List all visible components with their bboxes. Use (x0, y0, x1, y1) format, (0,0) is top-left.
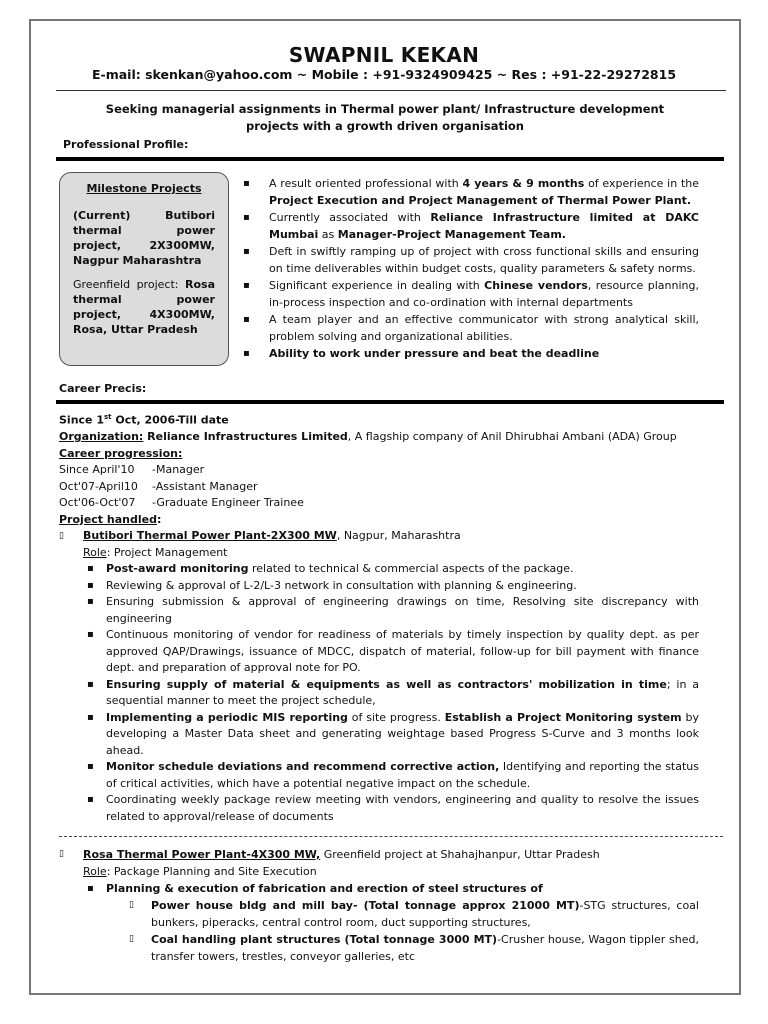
duty-item: ▪ Post-award monitoring related to technical & commercial aspects of the package. (59, 561, 699, 578)
milestone-title: Milestone Projects (86, 182, 202, 195)
employment-period: Since 1st Oct, 2006-Till date (59, 413, 229, 427)
milestone-greenfield: Greenfield project: Rosa thermal power project, 4X300MW, Rosa, Uttar Pradesh (73, 278, 215, 336)
progression-row: Oct'06-Oct'07 -Graduate Engineer Trainee (59, 496, 304, 510)
duty-item: ▪ Planning & execution of fabrication and erection of steel structures of (59, 880, 699, 897)
career-progression-label: Career progression: (59, 446, 183, 460)
header-divider (56, 90, 726, 91)
profile-item: ▪ Currently associated with Reliance Infrastructure limited at DAKC Mumbai as Manager-Project Management Team. (243, 209, 699, 243)
milestone-current: (Current) Butibori thermal power project, 2X300MW, Nagpur Maharashtra (73, 209, 215, 267)
contact-line: E-mail: skenkan@yahoo.com ~ Mobile : +91-9324909425 ~ Res : +91-22-29272815 (91, 67, 677, 82)
duty-item: ▪ Ensuring supply of material & equipments as well as contractors' mobilization in time; in a sequential manner to meet the project schedule, (59, 677, 699, 710)
career-divider (56, 400, 724, 404)
career-precis-heading: Career Precis: (59, 382, 147, 395)
rosa-duties (59, 880, 699, 897)
progression-row: Since April'10 -Manager (59, 463, 205, 477)
project-role: Role: Package Planning and Site Execution (83, 865, 317, 878)
profile-item: ▪ Deft in swiftly ramping up of project with cross functional skills and ensuring on time deliverables within budget costs, quality parameters & safety norms. (243, 243, 699, 277)
candidate-name: SWAPNIL KEKAN (288, 43, 480, 67)
sub-item: ▯ Coal handling plant structures (Total tonnage 3000 MT)-Crusher house, Wagon tippler shed, transfer towers, trestles, conveyor galleries, etc (59, 931, 699, 965)
rosa-sub-items (59, 897, 699, 965)
professional-profile-heading: Professional Profile: (63, 138, 189, 151)
profile-bullets (243, 175, 699, 362)
organization-line: Organization: Reliance Infrastructures Limited, A flagship company of Anil Dhirubhai Ambani (ADA) Group (59, 430, 677, 444)
project-butibori: ▯ Butibori Thermal Power Plant-2X300 MW, Nagpur, Maharashtra (59, 528, 699, 545)
sub-item: ▯ Power house bldg and mill bay- (Total tonnage approx 21000 MT)-STG structures, coal bunkers, piperacks, central control room, duct supporting structures, (59, 897, 699, 931)
profile-item: ▪ Ability to work under pressure and beat the deadline (243, 345, 699, 362)
duty-item: ▪ Reviewing & approval of L-2/L-3 network in consultation with planning & engineering. (59, 578, 699, 595)
project-separator (59, 836, 723, 837)
profile-item: ▪ A result oriented professional with 4 years & 9 months of experience in the Project Execution and Project Management of Thermal Power Plant. (243, 175, 699, 209)
career-section (59, 409, 699, 825)
duty-item: ▪ Coordinating weekly package review meeting with vendors, engineering and quality to resolve the issues related to approval/release of documents (59, 792, 699, 825)
box-bullet-icon: ▯ (59, 531, 64, 542)
duty-item: ▪ Monitor schedule deviations and recommend corrective action, Identifying and reporting the status of critical activities, which have a potential negative impact on the schedule. (59, 759, 699, 792)
project-rosa: ▯ Rosa Thermal Power Plant-4X300 MW, Greenfield project at Shahajhanpur, Uttar Pradesh (59, 848, 600, 861)
project-handled-label: Project handled: (59, 512, 162, 526)
project-role: Role: Project Management (83, 545, 228, 559)
duty-item: ▪ Continuous monitoring of vendor for readiness of materials by timely inspection by quality dept. as per approved QAP/Drawings, issuance of MDCC, dispatch of material, follow-up for bill payment with finance dept. and preparation of approval note for PO. (59, 627, 699, 677)
progression-row: Oct'07-April10 -Assistant Manager (59, 479, 258, 493)
duty-item: ▪ Implementing a periodic MIS reporting of site progress. Establish a Project Monitoring system by developing a Master Data sheet and generating weightage based Progress S-Curve and 3 months look ahead. (59, 710, 699, 760)
profile-item: ▪ A team player and an effective communicator with strong analytical skill, problem solving and organizational abilities. (243, 311, 699, 345)
profile-divider (56, 157, 724, 161)
duty-item: ▪ Ensuring submission & approval of engineering drawings on time, Resolving site discrepancy with engineering (59, 594, 699, 627)
project-rosa-section (59, 846, 699, 965)
milestone-projects-box (59, 172, 229, 366)
butibori-duties (59, 561, 699, 825)
objective-statement: Seeking managerial assignments in Thermal power plant/ Infrastructure development projects with a growth driven organisation (105, 102, 665, 133)
box-bullet-icon: ▯ (59, 849, 64, 859)
profile-item: ▪ Significant experience in dealing with Chinese vendors, resource planning, in-process inspection and co-ordination with internal departments (243, 277, 699, 311)
